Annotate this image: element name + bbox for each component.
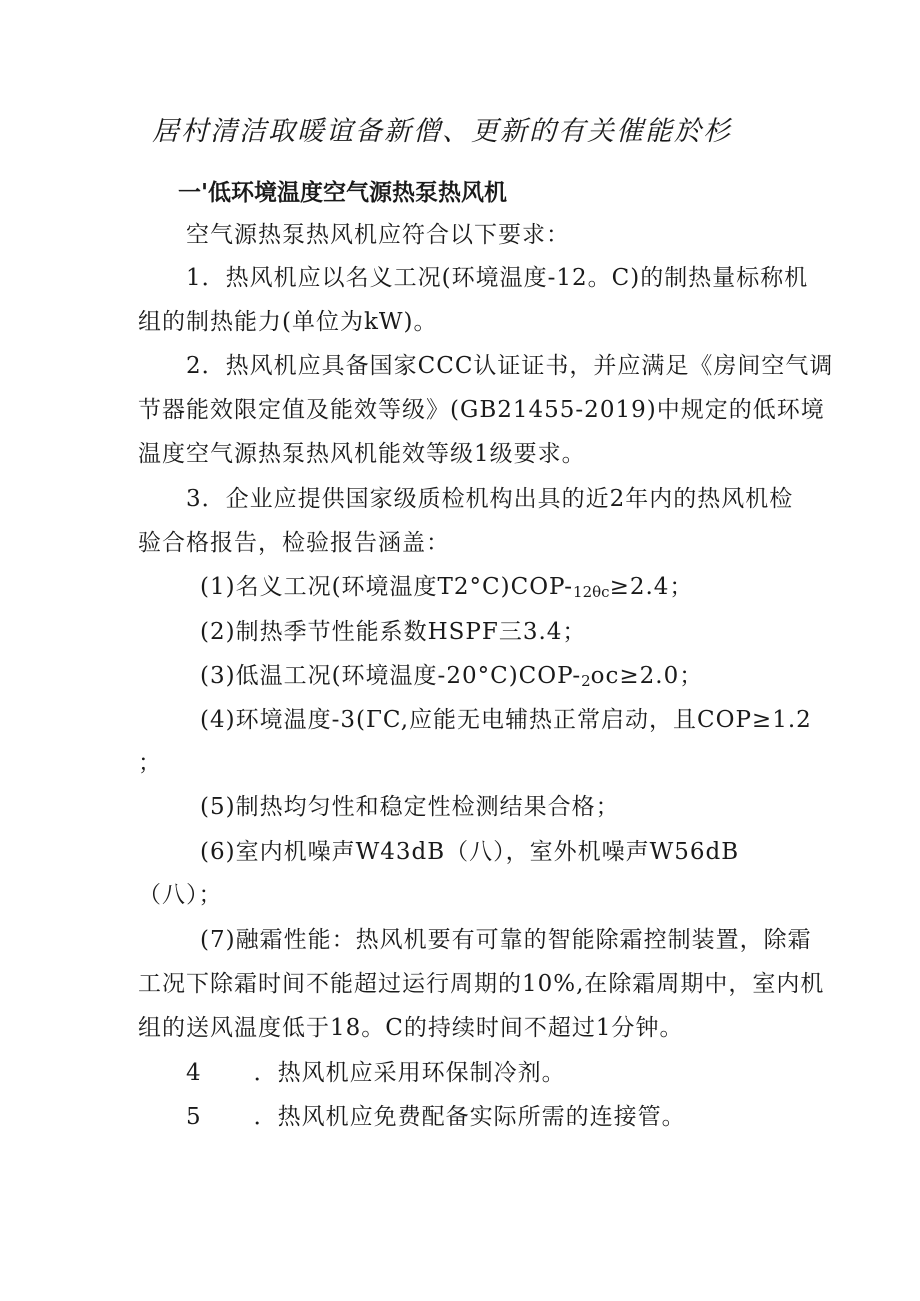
document-title: 居村清洁取暖谊备新僧、更新的有关催能於杉: [152, 116, 732, 147]
subitem-1-main: (1)名义工况(环境温度T2°C)COP-: [200, 574, 574, 600]
subitem-7-line-2: 工况下除霜时间不能超过运行周期的10%,在除霜周期中，室内机: [138, 971, 825, 997]
section-heading: 一'低环境温度空气源热泵热风机: [178, 180, 508, 206]
item-1-line-1: 1．热风机应以名义工况(环境温度-12。C)的制热量标称机: [186, 265, 809, 291]
subitem-3-tail: oc≥2.0；: [590, 663, 704, 689]
subitem-4-line-2: ；: [138, 750, 162, 776]
item-4: [186, 1057, 566, 1089]
subitem-1: [200, 571, 693, 608]
item-4-text: ．热风机应采用环保制冷剂。: [253, 1060, 566, 1086]
item-2-line-2: 节器能效限定值及能效等级》(GB21455-2019)中规定的低环境: [138, 397, 825, 423]
subitem-1-tail: ≥2.4；: [609, 574, 694, 600]
subitem-7-line-3: 组的送风温度低于18。C的持续时间不超过1分钟。: [138, 1015, 684, 1041]
item-2-line-1: 2．热风机应具备国家CCC认证证书，并应满足《房间空气调: [186, 353, 834, 379]
item-4-number: 4: [186, 1060, 202, 1086]
item-3-line-2: 验合格报告，检验报告涵盖：: [138, 530, 450, 556]
item-1-line-2: 组的制热能力(单位为kW)。: [138, 309, 438, 335]
subitem-7-line-1: (7)融霜性能：热风机要有可靠的智能除霜控制装置，除霜: [200, 927, 812, 953]
item-2-line-3: 温度空气源热泵热风机能效等级1级要求。: [138, 441, 586, 467]
intro-paragraph: 空气源热泵热风机应符合以下要求：: [186, 222, 570, 248]
subitem-2: (2)制热季节性能系数HSPF三3.4；: [200, 619, 587, 645]
subitem-5: (5)制热均匀性和稳定性检测结果合格；: [200, 794, 620, 820]
subitem-6-line-2: （八）；: [138, 882, 223, 908]
subitem-6-line-1: (6)室内机噪声W43dB（八），室外机噪声W56dB: [200, 839, 740, 865]
item-3-line-1: 3．企业应提供国家级质检机构出具的近2年内的热风机检: [186, 486, 794, 512]
item-5: [186, 1101, 686, 1133]
subitem-1-subscript: 12θc: [573, 583, 610, 601]
subitem-3-subscript: 2: [581, 672, 591, 690]
subitem-3-main: (3)低温工况(环境温度-20°C)COP-: [200, 663, 582, 689]
subitem-4-line-1: (4)环境温度-3(ΓC,应能无电辅热正常启动，且COP≥1.2: [200, 707, 812, 733]
subitem-3: [200, 660, 703, 697]
item-5-text: ．热风机应免费配备实际所需的连接管。: [253, 1104, 686, 1130]
item-5-number: 5: [186, 1104, 202, 1130]
